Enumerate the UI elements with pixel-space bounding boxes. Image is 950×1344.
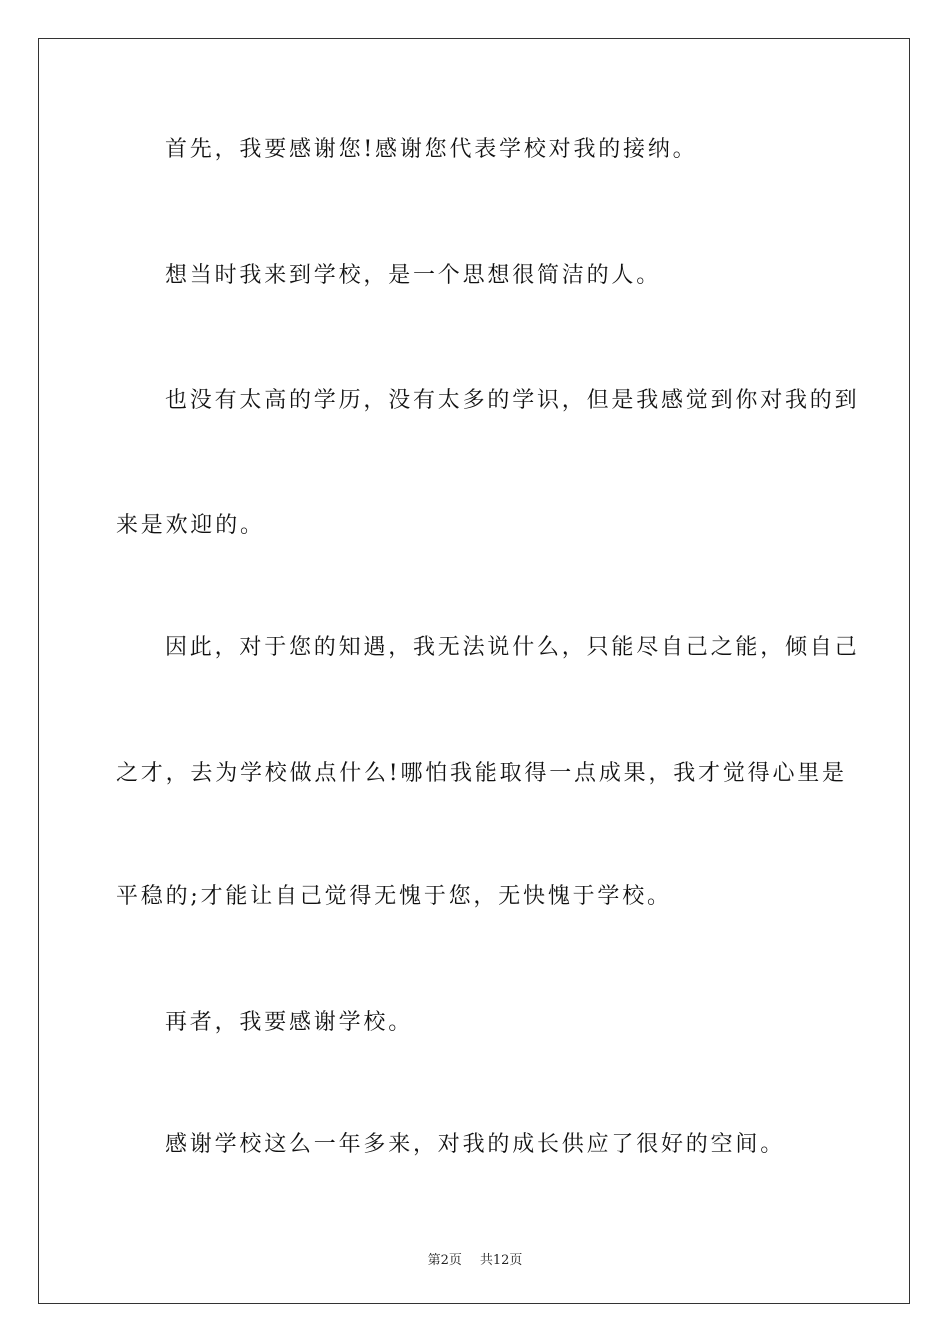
paragraph-line: 再者，我要感谢学校。 (165, 1010, 414, 1035)
page-frame (38, 38, 910, 1304)
page-total: 共12页 (479, 1253, 523, 1268)
paragraph-line: 感谢学校这么一年多来，对我的成长供应了很好的空间。 (165, 1132, 786, 1157)
paragraph-line: 首先，我要感谢您!感谢您代表学校对我的接纳。 (165, 137, 698, 162)
paragraph-line: 平稳的;才能让自己觉得无愧于您，无快愧于学校。 (116, 884, 672, 909)
page-footer (0, 1249, 950, 1268)
paragraph-line: 来是欢迎的。 (116, 513, 265, 538)
paragraph-line: 想当时我来到学校，是一个思想很简洁的人。 (165, 263, 662, 288)
paragraph-line: 之才，去为学校做点什么!哪怕我能取得一点成果，我才觉得心里是 (116, 761, 847, 786)
paragraph-line: 因此，对于您的知遇，我无法说什么，只能尽自己之能，倾自己 (165, 635, 860, 660)
paragraph-line: 也没有太高的学历，没有太多的学识，但是我感觉到你对我的到 (165, 388, 860, 413)
page-number: 第2页 (427, 1253, 462, 1268)
